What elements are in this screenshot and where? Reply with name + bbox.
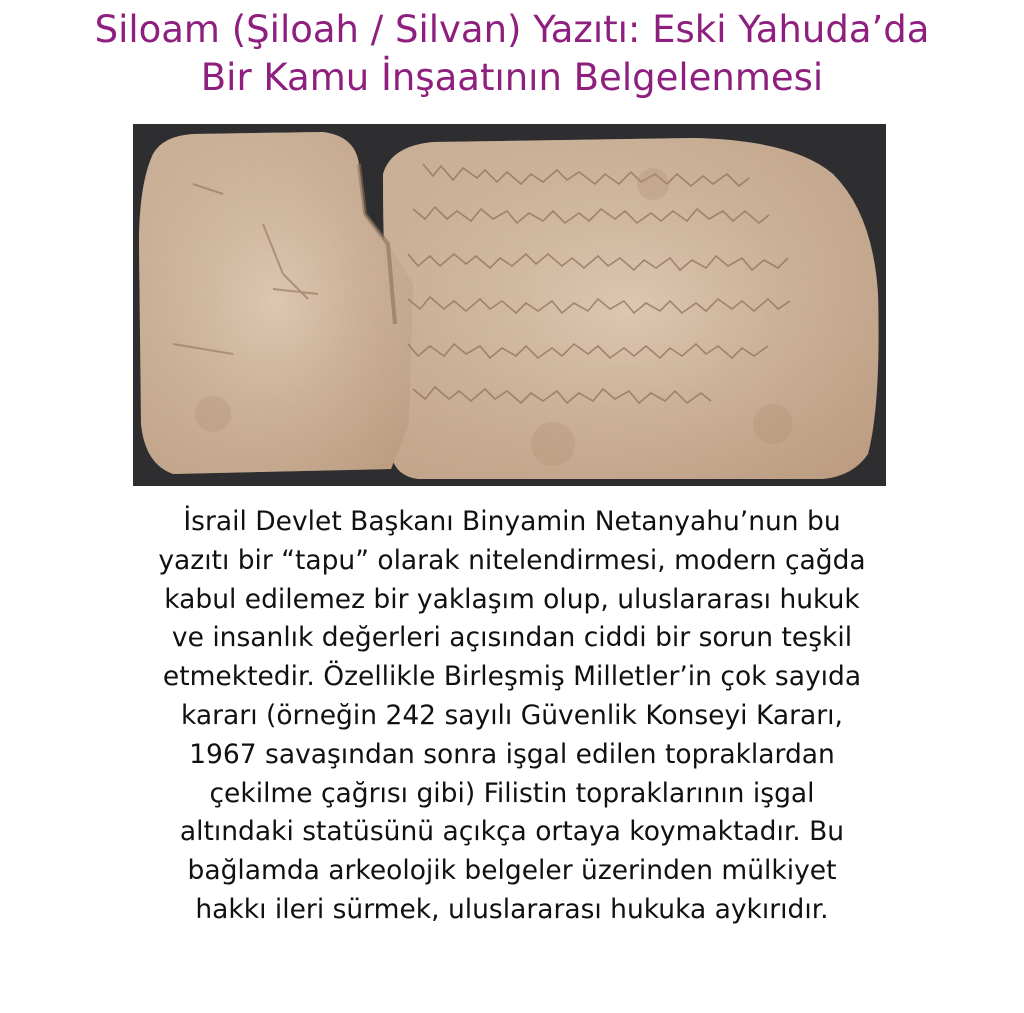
paragraph-line: etmektedir. Özellikle Birleşmiş Milletler’in çok sayıda [162,661,862,693]
paragraph-line: hakkı ileri sürmek, uluslararası hukuka aykırıdır. [195,893,829,925]
paragraph-line: kabul edilemez bir yaklaşım olup, uluslararası hukuk [164,583,860,615]
title-line-2: Bir Kamu İnşaatının Belgelenmesi [200,56,824,99]
title-line-1: Siloam (Şiloah / Silvan) Yazıtı: Eski Yahuda’da [94,8,930,51]
paragraph-line: kararı (örneğin 242 sayılı Güvenlik Konseyi Kararı, [181,699,843,731]
paragraph-line: İsrail Devlet Başkanı Binyamin Netanyahu’nun bu [183,506,841,537]
paragraph-line: bağlamda arkeolojik belgeler üzerinden mülkiyet [187,855,837,887]
stone-tablet-image [133,124,886,486]
article-paragraph [40,503,984,930]
page-title [0,6,1024,102]
paragraph-line: çekilme çağrısı gibi) Filistin topraklarının işgal [209,777,815,809]
paragraph-line: altındaki statüsünü açıkça ortaya koymaktadır. Bu [179,816,845,848]
paragraph-line: yazıtı bir “tapu” olarak nitelendirmesi, modern çağda [158,544,866,576]
paragraph-line: 1967 savaşından sonra işgal edilen topraklardan [189,738,835,770]
paragraph-line: ve insanlık değerleri açısından ciddi bir sorun teşkil [171,622,853,654]
inscription-photo [133,124,886,486]
